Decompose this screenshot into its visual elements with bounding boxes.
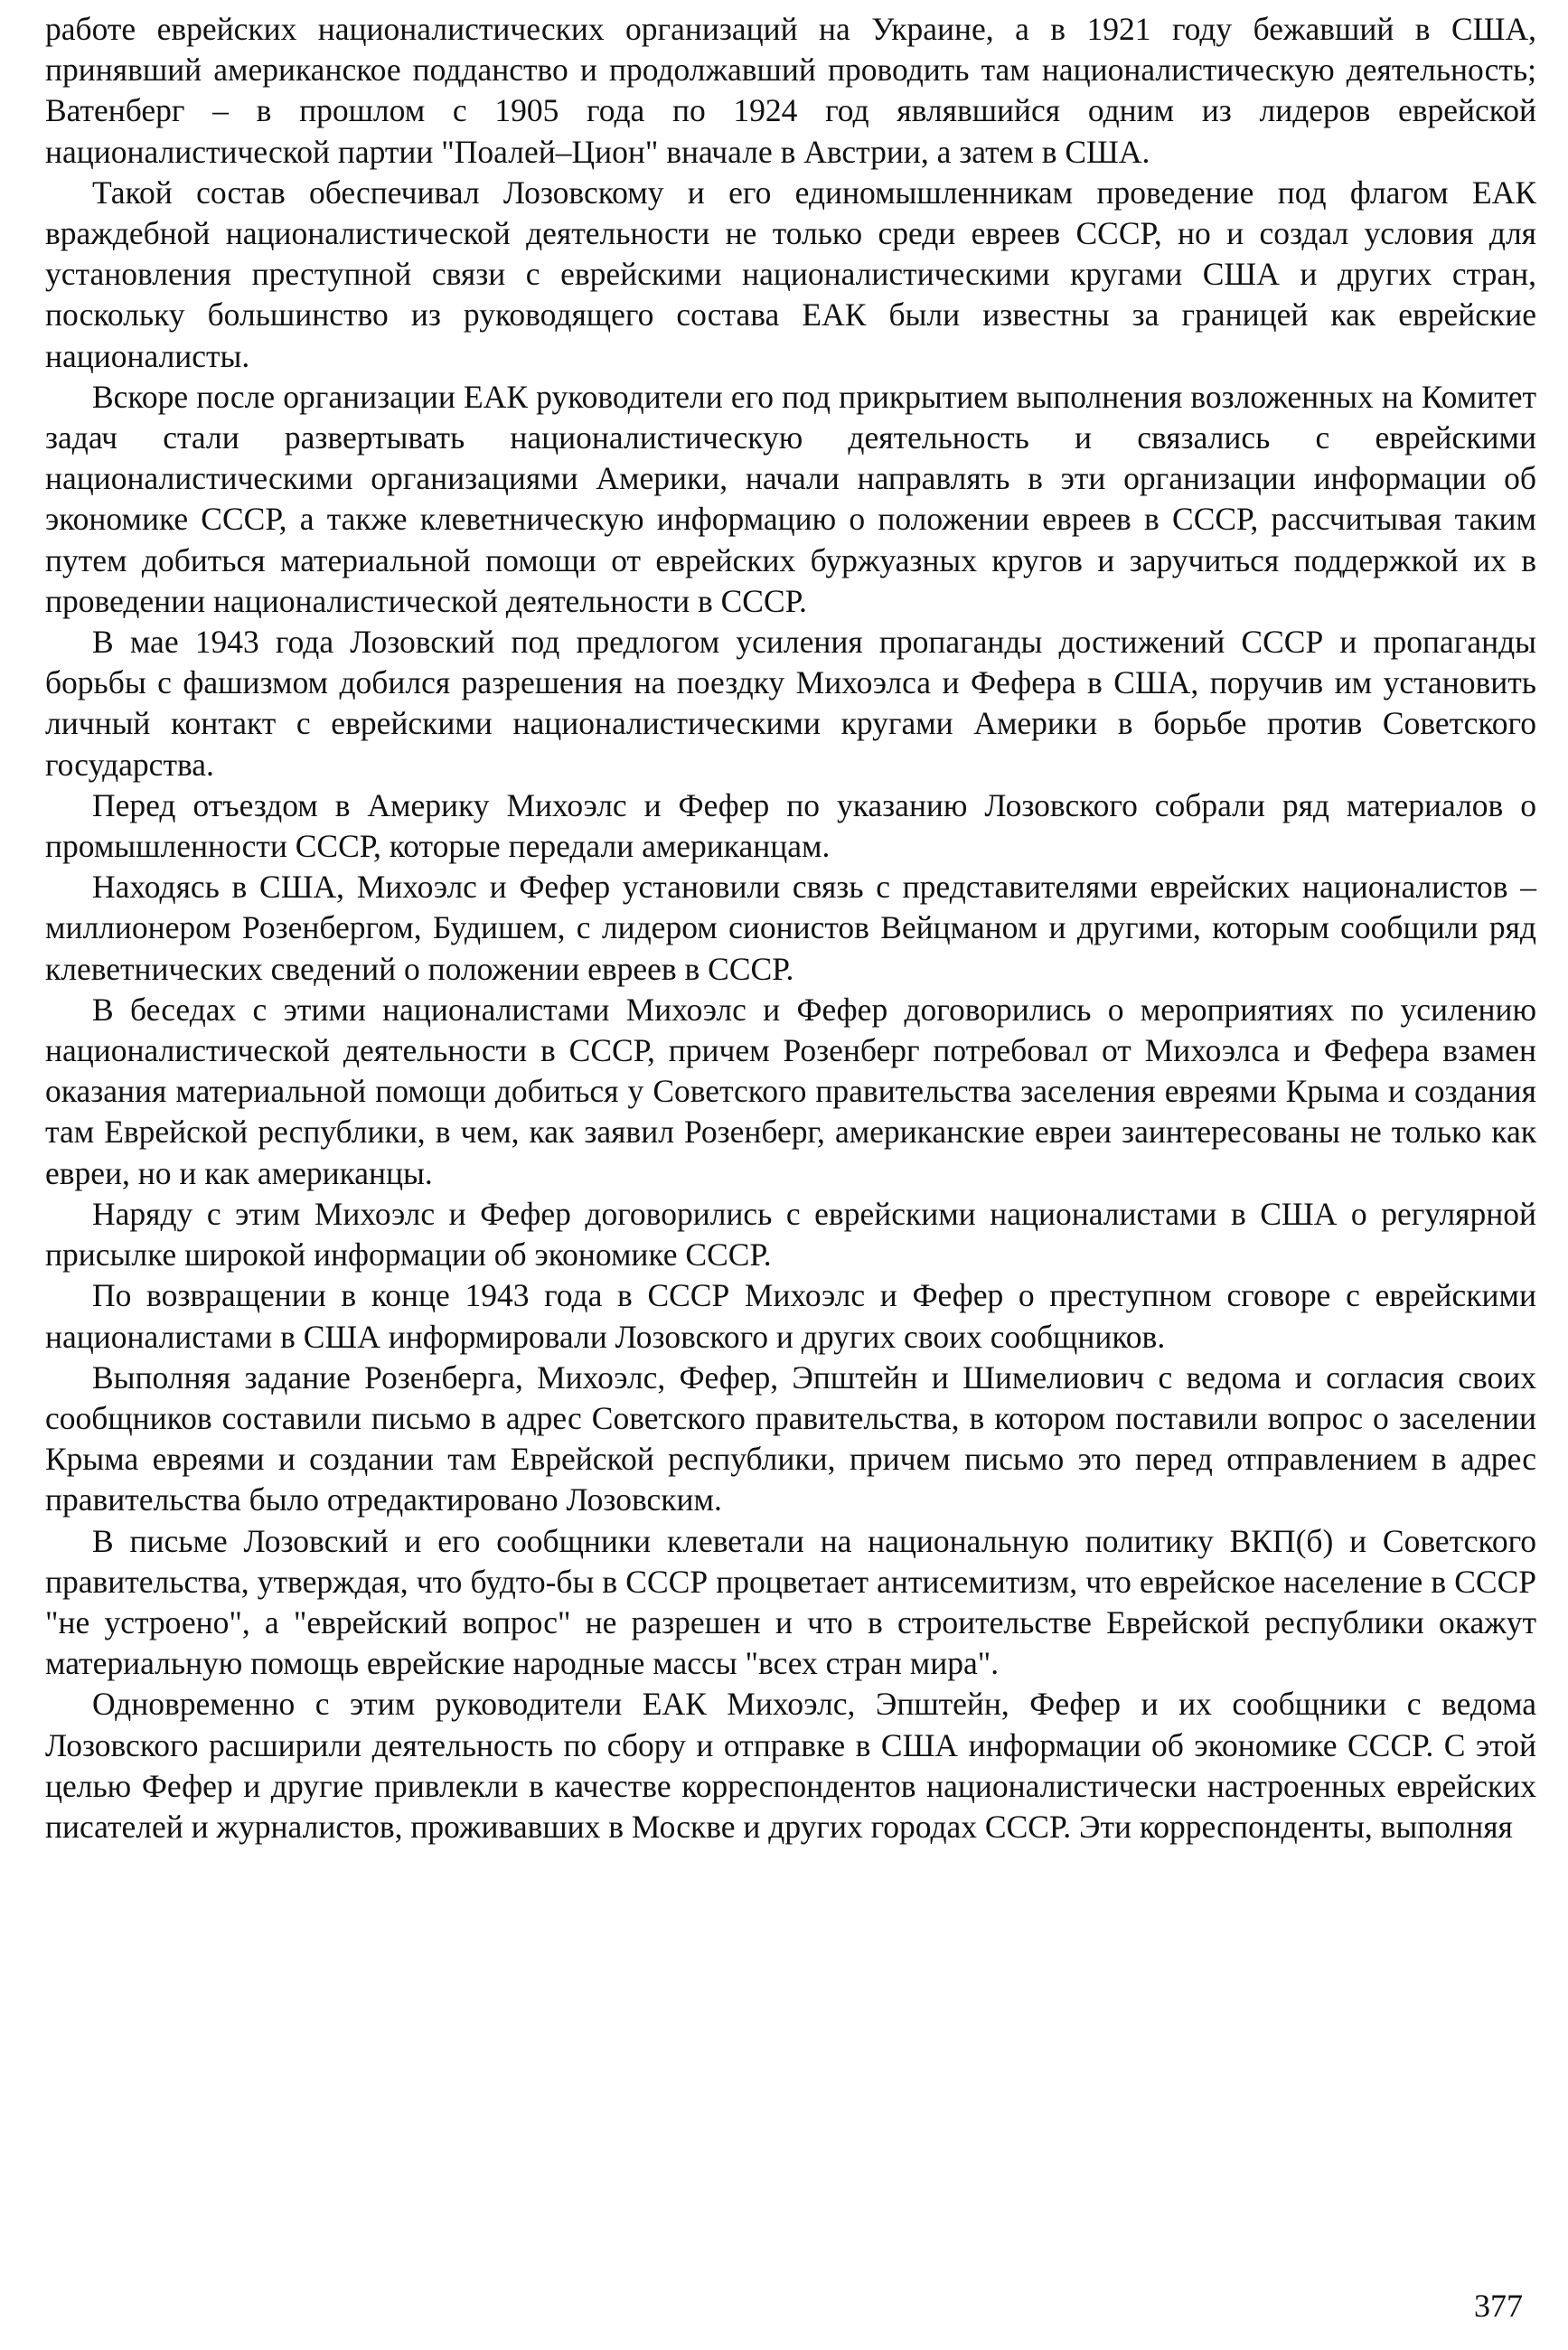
paragraph: По возвращении в конце 1943 года в СССР Михоэлс и Фефер о преступном сговоре с еврейскими националистами в США информировали Лозовского и других своих сообщников. — [45, 1277, 1536, 1355]
paragraph: Перед отъездом в Америку Михоэлс и Фефер по указанию Лозовского собрали ряд материалов о промышленности СССР, которые передали американцам. — [45, 786, 1536, 865]
paragraph-continued: работе еврейских националистических организаций на Украине, а в 1921 году бежавший в США, принявший американское подданство и продолжавший проводить там националистическую деятельность; Ватенберг – в прошлом с 1905 года по 1924 год являвшийся одним из лидеров еврейской националистической партии "Поалей–Цион" вначале в Австрии, а затем в США. — [45, 11, 1536, 170]
body-text — [45, 9, 1536, 1847]
paragraph: В мае 1943 года Лозовский под предлогом усиления пропаганды достижений СССР и пропаганды борьбы с фашизмом добился разрешения на поездку Михоэлса и Фефера в США, поручив им установить личный контакт с еврейскими националистическими кругами Америки в борьбе против Советского государства. — [45, 624, 1536, 783]
page-number: 377 — [1474, 2288, 1523, 2324]
paragraph: В беседах с этими националистами Михоэлс и Фефер договорились о мероприятиях по усилению националистической деятельности в СССР, причем Розенберг потребовал от Михоэлса и Фефера взамен оказания материальной помощи добиться у Советского правительства заселения евреями Крыма и создания там Еврейской республики, в чем, как заявил Розенберг, американские евреи заинтересованы не только как евреи, но и как американцы. — [45, 991, 1536, 1191]
paragraph: Наряду с этим Михоэлс и Фефер договорились с еврейскими националистами в США о регулярной присылке широкой информации об экономике СССР. — [45, 1195, 1536, 1274]
paragraph: Вскоре после организации ЕАК руководители его под прикрытием выполнения возложенных на Комитет задач стали развертывать националистическую деятельность и связались с еврейскими националистическими организациями Америки, начали направлять в эти организации информации об экономике СССР, а также клеветническую информацию о положении евреев в СССР, рассчитывая таким путем добиться материальной помощи от еврейских буржуазных кругов и заручиться поддержкой их в проведении националистической деятельности в СССР. — [45, 378, 1536, 619]
paragraph: Одновременно с этим руководители ЕАК Михоэлс, Эпштейн, Фефер и их сообщники с ведома Лозовского расширили деятельность по сбору и отправке в США информации об экономике СССР. С этой целью Фефер и другие привлекли в качестве корреспондентов националистически настроенных еврейских писателей и журналистов, проживавших в Москве и других городах СССР. Эти корреспонденты, выполняя — [45, 1686, 1536, 1845]
paragraph: В письме Лозовский и его сообщники клеветали на национальную политику ВКП(б) и Советского правительства, утверждая, что будто-бы в СССР процветает антисемитизм, что еврейское население в СССР "не устроено", а "еврейский вопрос" не разрешен и что в строительстве Еврейской республики окажут материальную помощь еврейские народные массы "всех стран мира". — [45, 1522, 1536, 1682]
paragraph: Такой состав обеспечивал Лозовскому и его единомышленникам проведение под флагом ЕАК враждебной националистической деятельности не только среди евреев СССР, но и создал условия для установления преступной связи с еврейскими националистическими кругами США и других стран, поскольку большинство из руководящего состава ЕАК были известны за границей как еврейские националисты. — [45, 174, 1536, 374]
paragraph: Находясь в США, Михоэлс и Фефер установили связь с представителями еврейских националистов – миллионером Розенбергом, Будишем, с лидером сионистов Вейцманом и другими, которым сообщили ряд клеветнических сведений о положении евреев в СССР. — [45, 869, 1536, 987]
paragraph: Выполняя задание Розенберга, Михоэлс, Фефер, Эпштейн и Шимелиович с ведома и согласия своих сообщников составили письмо в адрес Советского правительства, в котором поставили вопрос о заселении Крыма евреями и создании там Еврейской республики, причем письмо это перед отправлением в адрес правительства было отредактировано Лозовским. — [45, 1358, 1536, 1518]
